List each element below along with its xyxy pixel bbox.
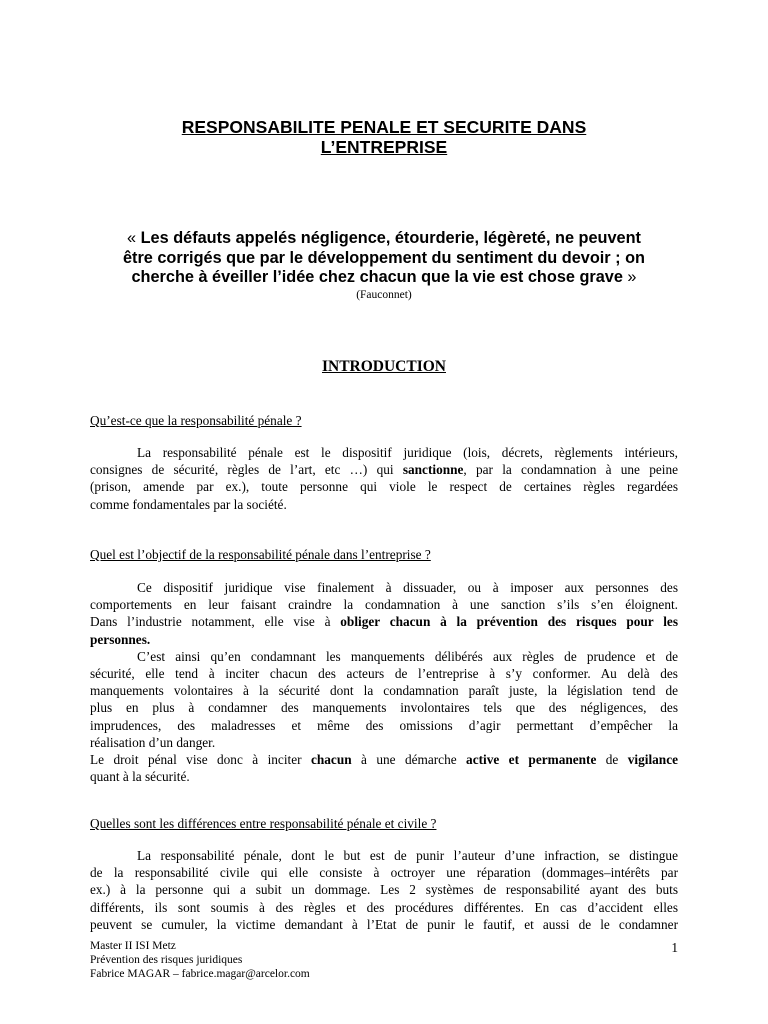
paragraph-line: Ce dispositif juridique vise finalement à dissuader, ou à imposer aux personnes des	[137, 580, 678, 595]
title-line-2: L’ENTREPRISE	[320, 137, 448, 157]
paragraph-line: Le droit pénal vise donc à inciter chacun à une démarche active et permanente de vigilance	[90, 751, 678, 767]
emphasis-chacun: chacun	[310, 751, 352, 767]
paragraph-line: manquements volontaires à la sécurité dont la condamnation paraît juste, la législation tend de	[90, 683, 678, 699]
paragraph-line: C’est ainsi qu’en condamnant les manquements délibérés aux règles de prudence et de	[137, 648, 678, 664]
question-1: Qu’est-ce que la responsabilité pénale ?	[90, 413, 302, 428]
epigraph	[90, 229, 678, 288]
epigraph-author: (Fauconnet)	[356, 289, 412, 301]
paragraph-line: imprudences, des maladresses et même des omissions d’agir permettant d’empêcher la	[90, 717, 678, 733]
footer-subject: Prévention des risques juridiques	[90, 954, 243, 966]
paragraph-line: (prison, amende par ex.), toute personne qui viole le respect de certaines règles regardées	[90, 479, 678, 495]
question-2: Quel est l’objectif de la responsabilité pénale dans l’entreprise ?	[90, 547, 431, 562]
emphasis-vigilance: vigilance	[627, 751, 678, 767]
page-number: 1	[671, 940, 678, 955]
footer-course: Master II ISI Metz	[90, 940, 176, 952]
emphasis-active-permanente: active et permanente	[466, 751, 597, 767]
paragraph-line: personnes.	[90, 631, 151, 647]
question-3: Quelles sont les différences entre responsabilité pénale et civile ?	[90, 816, 437, 831]
paragraph-line: différents, ils sont soumis à des règles et des procédures différentes. En cas d’accident elles	[90, 899, 678, 915]
title-line-1: RESPONSABILITE PENALE ET SECURITE DANS	[181, 117, 587, 137]
epigraph-line-3: cherche à éveiller l’idée chez chacun que la vie est chose grave	[131, 268, 623, 286]
paragraph-line: Dans l’industrie notamment, elle vise à obliger chacun à la prévention des risques pour les	[90, 614, 679, 630]
epigraph-line-2: être corrigés que par le développement du sentiment du devoir ; on	[122, 248, 645, 267]
paragraph-line: peuvent se cumuler, la victime demandant à l’Etat de punir le fautif, et aussi de le condamner	[90, 916, 678, 932]
paragraph-line: plus en plus à condamner des manquements involontaires tels que des négligences, des	[90, 700, 678, 716]
section-heading: INTRODUCTION	[321, 358, 446, 375]
page-footer	[90, 939, 678, 981]
paragraph-line: consignes de sécurité, règles de l’art, etc …) qui sanctionne, par la condamnation à une peine	[90, 462, 678, 478]
paragraph-3	[90, 847, 678, 933]
emphasis-sanctionne: sanctionne	[402, 462, 464, 478]
paragraph-line: La responsabilité pénale est le dispositif juridique (lois, décrets, règlements intérieurs,	[137, 445, 678, 460]
epigraph-open-quote: «	[127, 229, 141, 247]
footer-author: Fabrice MAGAR – fabrice.magar@arcelor.com	[90, 968, 310, 980]
paragraph-1	[90, 444, 678, 513]
paragraph-line: comportements en leur faisant craindre la condamnation à une sanction s’ils s’en éloignent.	[90, 597, 678, 613]
paragraph-2	[90, 579, 678, 785]
paragraph-line: réalisation d’un danger.	[90, 734, 216, 750]
paragraph-line: quant à la sécurité.	[90, 769, 190, 785]
paragraph-line: ex.) à la personne qui a subit un dommage. Les 2 systèmes de responsabilité ayant des buts	[90, 882, 678, 898]
epigraph-close-quote: »	[622, 268, 637, 286]
paragraph-line: comme fondamentales par la société.	[90, 496, 287, 512]
paragraph-line: de la responsabilité civile qui elle consiste à octroyer une réparation (dommages–intérêts par	[90, 865, 678, 881]
emphasis-obligation: obliger chacun à la prévention des risques pour les	[340, 614, 679, 630]
document-title	[90, 117, 678, 157]
epigraph-line-1: Les défauts appelés négligence, étourderie, légèreté, ne peuvent	[140, 229, 641, 247]
paragraph-line: sécurité, elle tend à inciter chacun des acteurs de l’entreprise à s’y conformer. Au delà des	[90, 665, 678, 681]
paragraph-line: La responsabilité pénale, dont le but est de punir l’auteur d’une infraction, se distingue	[137, 848, 678, 863]
